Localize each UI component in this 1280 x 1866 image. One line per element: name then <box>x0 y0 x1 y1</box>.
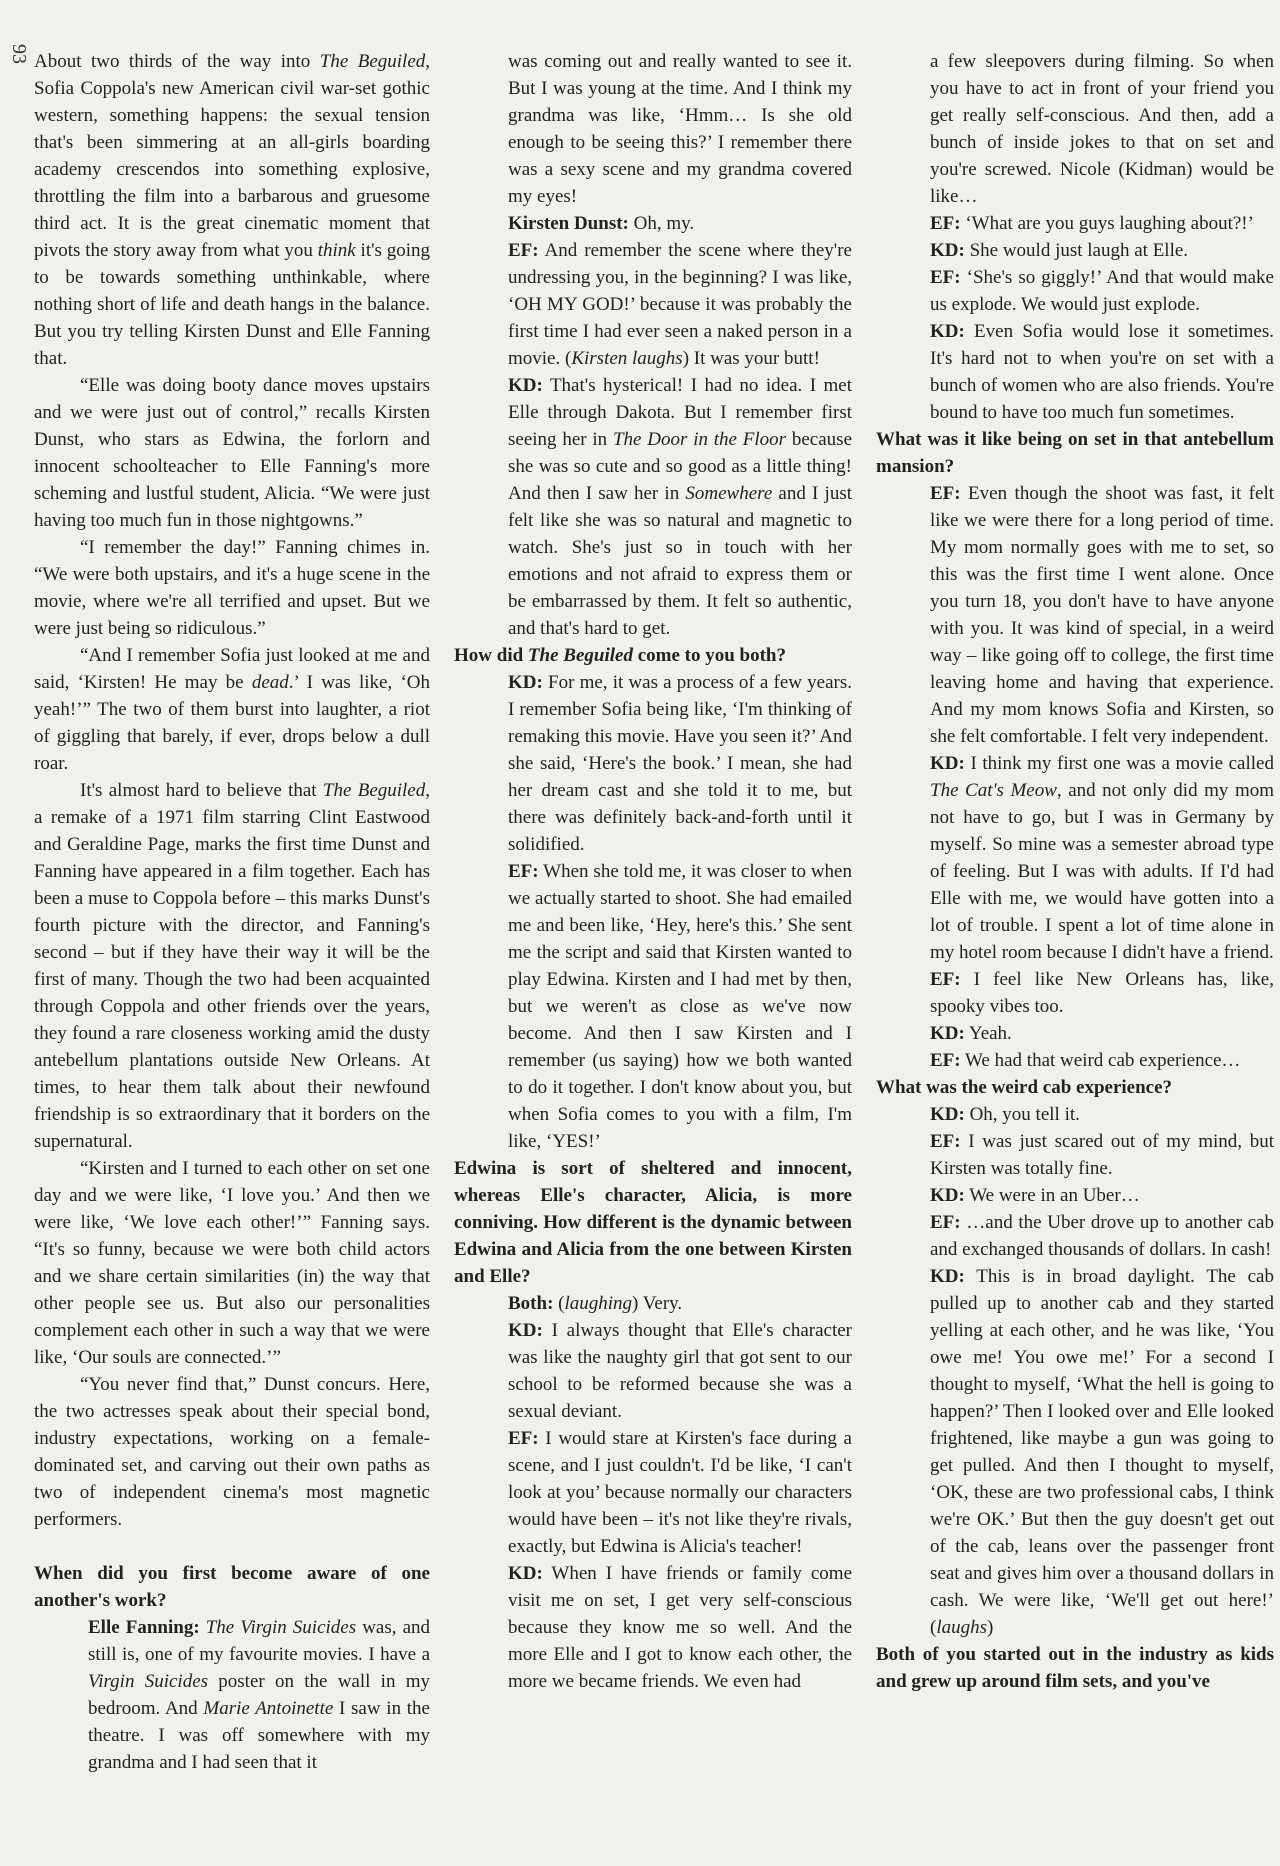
interview-answer: EF: I feel like New Orleans has, like, spooky vibes too. <box>930 969 1274 1017</box>
interview-answer: KD: We were in an Uber… <box>930 1185 1140 1206</box>
page-number: 93 <box>8 44 30 64</box>
interview-question: How did The Beguiled come to you both? <box>454 645 787 666</box>
intro-paragraph-3: “I remember the day!” Fanning chimes in. “We were both upstairs, and it's a huge scene in the movie, where we're all terrified and upset. But we were just being so ridiculous.” <box>34 537 430 639</box>
interview-answer: KD: She would just laugh at Elle. <box>930 240 1189 261</box>
intro-paragraph-1: About two thirds of the way into The Beguiled, Sofia Coppola's new American civil war-set gothic western, something happens: the sexual tension that's been simmering at an all-girls boarding academy crescendos into something explosive, throttling the film into a barbarous and gruesome third act. It is the great cinematic moment that pivots the story away from what you think it's going to be towards something unthinkable, where nothing short of life and death hangs in the balance. But you try telling Kirsten Dunst and Elle Fanning that. <box>34 51 431 369</box>
interview-answer: EF: ‘She's so giggly!’ And that would make us explode. We would just explode. <box>930 267 1274 315</box>
interview-answer: EF: Even though the shoot was fast, it felt like we were there for a long period of time. My mom normally goes with me to set, so this was the first time I went alone. Once you turn 18, you don't have to have anyone with you. It was kind of special, in a weird way – like going off to college, the first time leaving home and having that experience. And my mom knows Sofia and Kirsten, so she felt comfortable. I felt very independent. <box>930 483 1274 747</box>
interview-answer: EF: And remember the scene where they're undressing you, in the beginning? I was like, ‘OH MY GOD!’ because it was probably the first time I had ever seen a naked person in a movie. (Kirsten laughs) It was your butt! <box>508 240 852 369</box>
interview-answer: KD: I always thought that Elle's character was like the naughty girl that got sent to our school to be reformed because she was a sexual deviant. <box>508 1320 852 1422</box>
interview-answer: Elle Fanning: The Virgin Suicides was, and still is, one of my favourite movies. I have a Virgin Suicides poster on the wall in my bedroom. And Marie Antoinette I saw in the theatre. I was off somewhere with my grandma and I had seen that it <box>88 1617 430 1773</box>
intro-paragraph-4: “And I remember Sofia just looked at me and said, ‘Kirsten! He may be dead.’ I was like, ‘Oh yeah!’” The two of them burst into laughter, a riot of giggling that barely, if ever, drops below a dull roar. <box>34 645 430 774</box>
interview-answer: KD: That's hysterical! I had no idea. I met Elle through Dakota. But I remember first seeing her in The Door in the Floor because she was so cute and so good as a little thing! And then I saw her in Somewhere and I just felt like she was so natural and magnetic to watch. She's just so in touch with her emotions and not afraid to express them or be embarrassed by them. It felt so authentic, and that's hard to get. <box>508 375 853 639</box>
interview-answer: was coming out and really wanted to see it. But I was young at the time. And I think my grandma was like, ‘Hmm… Is she old enough to be seeing this?’ I remember there was a sexy scene and my grandma covered my eyes! <box>508 51 852 207</box>
column-1 <box>34 48 430 1776</box>
interview-answer: a few sleepovers during filming. So when you have to act in front of your friend you get really self-conscious. And then, add a bunch of inside jokes to that on set and you're screwed. Nicole (Kidman) would be like… <box>930 51 1274 207</box>
interview-answer: EF: I was just scared out of my mind, but Kirsten was totally fine. <box>930 1131 1274 1179</box>
intro-paragraph-5: It's almost hard to believe that The Beguiled, a remake of a 1971 film starring Clint Eastwood and Geraldine Page, marks the first time Dunst and Fanning have appeared in a film together. Each has been a muse to Coppola before – this marks Dunst's fourth picture with the director, and Fanning's second – but if they have their way it will be the first of many. Though the two had been acquainted through Coppola and other friends over the years, they found a rare closeness working amid the dusty antebellum plantations outside New Orleans. At times, to hear them talk about their newfound friendship is so extraordinary that it borders on the supernatural. <box>34 780 430 1152</box>
interview-answer: EF: When she told me, it was closer to when we actually started to shoot. She had emailed me and been like, ‘Hey, here's this.’ She sent me the script and said that Kirsten wanted to play Edwina. Kirsten and I had met by then, but we weren't as close as we've now become. And then I saw Kirsten and I remember (us saying) how we both wanted to do it together. I don't know about you, but when Sofia comes to you with a film, I'm like, ‘YES!’ <box>508 861 852 1152</box>
interview-answer: EF: I would stare at Kirsten's face during a scene, and I just couldn't. I'd be like, ‘I can't look at you’ because normally our characters would have been – it's not like they're rivals, exactly, but Edwina is Alicia's teacher! <box>508 1428 852 1557</box>
intro-paragraph-6: “Kirsten and I turned to each other on set one day and we were like, ‘I love you.’ And then we were like, ‘We love each other!’” Fanning says. “It's so funny, because we were both child actors and we share certain similarities (in) the way that other people see us. But also our personalities complement each other in such a way that we were like, ‘Our souls are connected.’” <box>34 1158 430 1368</box>
interview-answer: KD: This is in broad daylight. The cab pulled up to another cab and they started yelling at each other, and he was like, ‘You owe me! You owe me!’ For a second I thought to myself, ‘What the hell is going to happen?’ Then I looked over and Elle looked frightened, like maybe a gun was going to get pulled. And then I thought to myself, ‘OK, these are two professional cabs, I think we're OK.’ But then the guy doesn't get out of the cab, leans over the passenger front seat and gives him over a thousand dollars in cash. We were like, ‘We'll get out here!’ (laughs) <box>930 1266 1274 1638</box>
interview-answer: Kirsten Dunst: Oh, my. <box>508 213 695 234</box>
interview-answer: KD: Oh, you tell it. <box>930 1104 1080 1125</box>
interview-question: What was the weird cab experience? <box>876 1077 1173 1098</box>
interview-answer: KD: I think my first one was a movie called The Cat's Meow, and not only did my mom not have to go, but I was in Germany by myself. So mine was a semester abroad type of feeling. But I was with adults. If I'd had Elle with me, we would have gotten into a lot of trouble. I spent a lot of time alone in my hotel room because I didn't have a friend. <box>930 753 1275 963</box>
interview-answer: KD: Even Sofia would lose it sometimes. It's hard not to when you're on set with a bunch of women who are also friends. You're bound to have too much fun sometimes. <box>930 321 1274 423</box>
interview-question: When did you first become aware of one another's work? <box>34 1563 430 1611</box>
interview-question: What was it like being on set in that antebellum mansion? <box>876 429 1274 477</box>
interview-answer: EF: ‘What are you guys laughing about?!’ <box>930 213 1254 234</box>
intro-paragraph-2: “Elle was doing booty dance moves upstairs and we were just out of control,” recalls Kirsten Dunst, who stars as Edwina, the forlorn and innocent schoolteacher to Elle Fanning's more scheming and lustful student, Alicia. “We were just having too much fun in those nightgowns.” <box>34 375 430 531</box>
interview-answer: EF: We had that weird cab experience… <box>930 1050 1241 1071</box>
intro-paragraph-7: “You never find that,” Dunst concurs. Here, the two actresses speak about their special bond, industry expectations, working on a female-dominated set, and carving out their own paths as two of independent cinema's most magnetic performers. <box>34 1374 430 1530</box>
interview-question: Edwina is sort of sheltered and innocent, whereas Elle's character, Alicia, is more conniving. How different is the dynamic between Edwina and Alicia from the one between Kirsten and Elle? <box>454 1158 852 1287</box>
interview-answer: Both: (laughing) Very. <box>508 1293 683 1314</box>
column-2 <box>454 48 852 1695</box>
interview-answer: KD: Yeah. <box>930 1023 1012 1044</box>
interview-answer: KD: For me, it was a process of a few years. I remember Sofia being like, ‘I'm thinking of remaking this movie. Have you seen it?’ And she said, ‘Here's the book.’ I mean, she had her dream cast and she told it to me, but there was definitely back-and-forth until it solidified. <box>508 672 852 855</box>
column-3 <box>876 48 1274 1695</box>
interview-answer: KD: When I have friends or family come visit me on set, I get very self-conscious because they know me so well. And the more Elle and I got to know each other, the more we became friends. We even had <box>508 1563 852 1692</box>
interview-question: Both of you started out in the industry as kids and grew up around film sets, and you've <box>876 1644 1274 1692</box>
interview-answer: EF: …and the Uber drove up to another cab and exchanged thousands of dollars. In cash! <box>930 1212 1274 1260</box>
